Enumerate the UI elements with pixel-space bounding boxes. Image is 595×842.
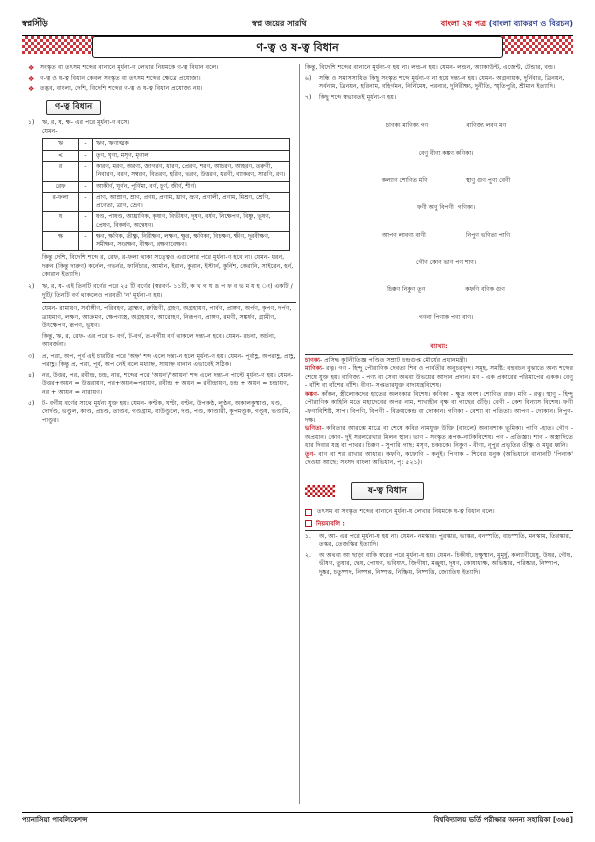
header-brand: স্বপ্নসিঁড়ি [22,19,48,28]
table-row: র - কারণ, মরণ, অরণ্য, জাগরণ, ধারণ, প্রেরণ, শরণ, আচরণ, আহরণ, তরুণী, নিবারণ, বরণ, সম্বরণ, বিতরণ, হরিণ, ভরণ, উত্তরণ, ধরণী, ব্যাকরণ, সারণি, রণ। [43,161,290,181]
rule-text: ঋ, র, ষ, ক্ষ- এর পরে মূর্ধন্য-ণ বসে। [42,119,130,127]
diamond-bullet-icon: ❖ [28,64,35,72]
poem-line: বেণু বীণা কঙ্কণ কণিকা। [418,149,474,157]
divider [305,530,573,531]
rule-number: ২. [305,551,311,559]
header-subject-topic: (বাংলা ব্যাকরণ ও বিরচন) [488,19,573,28]
table-value: প্রাণ, আম্রাণ, ম্রাণ, প্রণয়, প্রণাম, ঘ্রাণ, ভ্রূণ, প্রণালী, প্রণাম, মিশ্রণ, শ্রেণি, প্রণেতা, ত্রাণ, ভ্রেণ। [93,192,290,212]
intro-item [28,64,296,73]
header-subject-paper: বাংলা ২য় পত্র [440,19,486,28]
rule-3 [28,353,296,370]
table-row: < - তৃণ, ঘৃণা, মসৃণ, মৃণাল [43,150,290,161]
table-value: ষণ্ড, পাষণ্ড, আঘ্রাণিক, কৃষাণ, বিভীষণ, দূষণ, বর্ষণ, নিক্ষেপণ, বিষ্ণু, ভূষণ, প্রেষণ, বিকর্ষণ, অন্বেষণ। [93,212,290,232]
rule-note: কিন্তু, ঋ, র, রেফ- এর পরে চ- বর্গ, ট-বর্গ, ত-বর্গীয় বর্ণ থাকলে দন্ত্য-ন হবে। যেমন- রচনা, অর্চনা, আবর্জনা। [42,332,276,349]
table-key: ষ [43,212,79,232]
rule-2 [28,283,296,300]
page-footer [22,812,573,828]
left-column [28,64,296,427]
shattva-rule-2 [305,552,573,578]
table-row: রেফ - আকীর্ণ, ঘূর্ণন, পূর্ণিমা, বর্ণ, চূর্ণ, জীর্ণ, শীর্ণ। [43,181,290,192]
rule-number: ২) [28,283,35,291]
page-header [22,14,573,36]
table-key: ঋ [43,139,79,150]
foreign-word-note: কিন্তু, বিদেশি শব্দের বানানে মূর্ধন্য-ণ হয় না। লন্ড-ন হয়। যেমন- লন্ডন, অ্যাকাউন্ট, এজেন্ট, টেন্ডার, বন্ড। [305,64,556,71]
diamond-bullet-icon: ❖ [28,85,35,94]
table-row: র-ফলা - প্রাণ, আম্রাণ, ম্রাণ, প্রণয়, প্রণাম, ঘ্রাণ, ভ্রূণ, প্রণালী, প্রণাম, মিশ্রণ, শ্রেণি, প্রণেতা, ত্রাণ, ভ্রেণ। [43,192,290,212]
right-column [305,64,573,580]
decorative-pattern [305,485,335,497]
page-title: ণ-ত্ব ও ষ-ত্ব বিধান [92,36,503,58]
table-key: < [43,150,79,161]
table-row: ষ - ষণ্ড, পাষণ্ড, আঘ্রাণিক, কৃষাণ, বিভীষণ, দূষণ, বর্ষণ, নিক্ষেপণ, বিষ্ণু, ভূষণ, প্রেষণ, বিকর্ষণ, অন্বেষণ। [43,212,290,232]
explanation-text: - বাণ বা শর রাখার আধার। কফণি, কফোণি - কনুই। পিণাক - শিবের ধনুক (অভিধানে বানানটি 'পিনাক' দেওয়া আছে: সংসদ বাংলা অভিধান, পৃ: ৫২১)। [305,450,573,467]
rule-text: অ অথবা আ ছাড়া বাকি স্বরের পরে মূর্ধন্য-ষ হয়। যেমন- চিকীর্ষা, চক্ষুষ্মান, মুমূর্ষু, কল্যাণীয়েষু, উষর, গৌষ, ভীষণ, তুষার, দ্বেষ, পোষণ, ভবিষ্যৎ, জিগীষা, মঞ্জুষা, দূষণ, কোষাধ্যক্ষ, অভিষ্কার, পরিষ্কার, নিষ্পাপ, দুষ্কর, চতুষ্পদ, নিষ্পন্ন, নিষ্পত্ত, নিষ্ক্রিয়, নিষ্পত্তি, জ্যোতিষ ইত্যাদি। [319,551,573,576]
table-key: রেফ [43,181,79,192]
poem-block [319,104,573,340]
explanation-keyword: মাণিক্য [305,365,322,373]
rule-text: ঋ, র, ষ- এই তিনটি বর্ণের পরে ২৫ টি বর্ণের (স্বরবর্ণ- ১১টি, ক খ গ ঘ ঙ প ফ ব ভ ম য হ ং) একটি /দুটি/ তিনটি বর্ণ থাকলেও পরবর্তী 'ন' মূর্ধন্য-ণ হয়। [42,283,293,299]
explanation-text: - রত্ন। গণ - হিন্দু পৌরাণিক দেবতা শিব ও পার্বতীর অনুচরবৃন্দ। সমূহ, সমষ্টি: বহুবচন বুঝাতে অন্য শব্দের শেষে যুক্ত হয়। বাণিজ্য - পণ্য বা সেবা অথবা উভয়ের আদান প্রদান। মণ - এক প্রকারের পরিমাপের একক। বেণু - বাঁশি বা বাঁশের বাঁশি। বীণা- সপ্ততারযুক্ত বাদ্যযন্ত্রবিশেষ। [305,365,573,390]
rule-number: ৫) [28,399,35,407]
shattva-rule-1 [305,533,573,550]
section-title-nattva: ণ-ত্ব বিধান [46,100,101,116]
definition-text: তৎসম বা সংস্কৃত শব্দের বানানে মূর্ধন্য-ষ লেখার নিয়মকে ষ-ত্ব বিধান বলে। [317,508,495,516]
poem-line: চিক্কণ নিকুণ তূণ কফণি বণিক গুণ [387,286,505,294]
divider [305,354,573,355]
rule-text: প্র, পরা, অপ, পূর্ব এই চারটির পরে 'অহ্ন' শব্দ এলে দন্ত্য-ন হলে মূর্ধন্য-ণ হয়। যেমন- পূর্বাহ্ণ, অপরাহ্ণ, প্রাহ্ণ, পরাহ্ণ। কিন্তু প্র, পরা, পূর্ব, অপ নেই বলে মধ্যাহ্ন, সায়াহ্ন বানান এভাবেই সঠিক। [42,352,296,369]
section-title-shattva: ষ-ত্ব বিধান [351,482,424,500]
decorative-pattern-right [493,36,573,54]
poem-line: গৌণ কোণ ভাণ পণ শাণ। [416,259,476,267]
rule-text: সন্ধি ও সমাসসাধিত কিছু সংস্কৃত শব্দে মূর্ধন্য-ণ না হয়ে দন্ত্য-ন হয়। যেমন- অগ্রনায়ক, দুর্নিবার, ত্রিনয়ন, সর্বনাম, ত্রিনয়ন, হরিনাম, বহির্গমন, নির্নিমেষ, পরনার, দুর্নিরীক্ষ্য, দুর্নীতি, স্মৃতিপুরি, শ্রীমান ইত্যাদি। [319,74,565,91]
rule-7 [305,94,573,103]
table-row: ঋ - ঋণ, ঋণাত্মক [43,139,290,150]
square-bullet-icon [305,520,312,527]
table-value: ক্ষণ, ক্ষণিক, তীক্ষ্ণ, নিরীক্ষণ, লক্ষণ, ক্ষুণ্ণ, ক্ষণিকা, বিচক্ষণ, ক্ষীণ, দূরবীক্ষণ, সমীক্ষণ, সংরক্ষণ, বীক্ষণ, রক্ষণাবেক্ষণ। [93,231,290,251]
table-value: ঋণ, ঋণাত্মক [93,139,290,150]
explanation-keyword: চাণক্য [305,356,320,364]
rules-heading-text: নিয়মাবলি : [316,520,345,528]
explanation-text: - কাঁকন, স্ত্রীলোকদের হাতের অলংকার বিশেষ। কণিকা - ক্ষুদ্র অংশ। শোণিত রক্ত। মণি - রত্ন। স্থাণু - হিন্দু পৌরাণিক কাহিনি মতে মহাদেবের অপর নাম, শাখাহীন বৃক্ষ বা গাছের গুঁড়ি। বেণী - কেশ বিন্যাস বিশেষ। ফণী -ফণাবিশিষ্ট, সাপ। বিপণি, বিপণী - বিক্রয়কেন্দ্র বা দোকান। গণিকা - বেশ্যা বা পতিতা। আপণ - দোকান। নিপুণ- দক্ষ। [305,390,573,424]
poem-line: ফণী অণু বিপণী গণিকা। [416,204,476,212]
explanation-text: - কবিতার আরম্ভে মাত্রে বা শেষে কবির নামযুক্ত উক্তি (বাংলে) অনাবশ্যক ভূমিকা। পাণি -হাত। গৌণ - অপ্রধান। কোণ- দুই সরলরেখার মিলন স্থান। ভাণ - সংস্কৃত রূপক-নাটকবিশেষ। পণ - প্রতিজ্ঞা। শাণ - অস্ত্রাদিতে ধার দিবার যন্ত্র বা পাথর। চিক্কণ - সুপারি গাছ: মসৃণ, চকচকে। নিকুণ - বীণা, নূপুর প্রভৃতির তীক্ষ্ণ ও মধুর ধ্বনি। [305,425,573,450]
explanation-text: - প্রসিদ্ধ কূটনীতিজ্ঞ পণ্ডিত সম্রাট চন্দ্রগুপ্ত মৌর্যের প্রধানমন্ত্রী। [320,356,468,364]
table-row: ক্ষ - ক্ষণ, ক্ষণিক, তীক্ষ্ণ, নিরীক্ষণ, লক্ষণ, ক্ষুণ্ণ, ক্ষণিকা, বিচক্ষণ, ক্ষীণ, দূরবীক্ষণ, সমীক্ষণ, সংরক্ষণ, বীক্ষণ, রক্ষণাবেক্ষণ। [43,231,290,251]
poem-line: গণনা পিণাক পণ্য বাণ। [418,313,474,321]
intro-text: সংস্কৃত বা তৎসম শব্দের বানানে মূর্ধন্য-ণ লেখার নিয়মকে ণ-ত্ব বিধান বলে। [40,64,219,71]
rule-4 [28,372,296,398]
intro-text: তদ্ভব, বাংলা, দেশি, বিদেশি শব্দের ণ-ত্ব ও ষ-ত্ব বিধান প্রযোজ্য নয়। [40,85,203,93]
intro-item [28,85,296,94]
divider [42,302,296,303]
rule-number: ৭) [305,93,312,101]
intro-text: ণ-ত্ব ও ষ-ত্ব বিধান কেবল সংস্কৃত বা তৎসম শব্দের ক্ষেত্রে প্রযোজ্য। [40,74,201,82]
table-key: র-ফলা [43,192,79,212]
shattva-definition [305,508,573,517]
square-bullet-icon [305,509,312,516]
rule-number: ৬) [305,74,312,82]
rule-example-label: যেমন- [42,127,58,135]
table-key: ক্ষ [43,231,79,251]
rule-text: নর, উত্তর, পর, রবীন্দ্র, চন্দ্র, নার, শব্দের পরে 'অয়ন'/'আয়ন' শব্দ এলে দন্ত্য-ন পাল্টে মূর্ধন্য-ণ হয়। যেমন- উত্তর+অয়ন = উত্তরায়ণ, পর+অয়ন=পরায়ণ, রবীন্দ্র + অয়ন = রবীন্দ্রায়ণ, চন্দ্র + অয়ন = চন্দ্রায়ণ, নর + আয়ন = নারায়ণ। [42,371,294,397]
header-subject [441,18,573,29]
rule-5 [28,400,296,426]
poem-line: আপণ লাবণ্য বাণী নিপুণ ভণিতা পাণি [382,231,510,239]
rule-number: ৩) [28,352,35,360]
column-divider [299,64,300,804]
explanation-block [305,357,573,468]
explanation-keyword: তূণ [305,450,314,458]
explanation-keyword: কঙ্কণ [305,390,317,398]
rule-example: যেমন- রামায়ণ, সর্বাঙ্গীণ, পরিবহণ, ব্রাহ্মণ, রুক্মিণী, গ্রহণ, অগ্রহায়ণ, পার্বণ, প্রাঙ্গণ, অর্পণ, কৃপণ, দর্পণ, ত্রায়মাণ, লক্ষণ, আক্রমণ, ক্ষেপণাস্ত্র, অগ্রহায়ণ, আরোহণ, নিরূপণ, প্রাঙ্গণ, রমণী, সঙ্কর্ষণ, গ্রামীণ, উৎক্ষেপণ, রূপণ, ভূষণ। [42,305,292,330]
diamond-bullet-icon: ❖ [28,74,35,83]
poem-line: চাণক্য মাণিক্য গণ বাণিজ্য লবণ মণ [385,122,507,130]
explanation-keyword: ভণিতা [305,425,322,433]
table-value: কারণ, মরণ, অরণ্য, জাগরণ, ধারণ, প্রেরণ, শরণ, আচরণ, আহরণ, তরুণী, নিবারণ, বরণ, সম্বরণ, বিতরণ, হরিণ, ভরণ, উত্তরণ, ধরণী, ব্যাকরণ, সারণি, রণ। [93,161,290,181]
rules-heading [305,520,573,529]
table-value: তৃণ, ঘৃণা, মসৃণ, মৃণাল [93,150,290,161]
explanation-heading: ব্যাখ্যা: [430,343,448,351]
rule-number: ১) [28,119,35,127]
decorative-pattern-left [22,36,102,54]
table-value: আকীর্ণ, ঘূর্ণন, পূর্ণিমা, বর্ণ, চূর্ণ, জীর্ণ, শীর্ণ। [93,181,290,192]
rule-number: ৪) [28,371,35,379]
book-title-page: বিশ্ববিদ্যালয় ভর্তি পরীক্ষার অনন্য সহায়িকা [৩৬৪] [433,816,573,824]
poem-line: কল্যাণ শোণিত মণি স্থাণু গুণ পুণ্য বেণী [381,177,511,184]
nattva-table [42,138,290,251]
exception-note: কিন্তু দেশি, বিদেশি শব্দে র, রেফ, র-ফলা থাকা সত্ত্বেও এগুলোর পরে মূর্ধন্য-ণ হবে না। যেমন- ধরন, দরুন (কিন্তু দারুণ) কর্নেল, গভর্নর, ফার্নিচার, আর্মান, ইরান, কুরান, ইস্টার্ন, কুর্নিশ, কেরানি, সাইরেন, হর্ন, কোরান ইত্যাদি। [42,254,294,279]
rule-6 [305,75,573,92]
rule-1 [28,119,296,136]
table-key: র [43,161,79,181]
header-tagline: স্বপ্ন জয়ের সারথি [252,19,307,28]
rule-number: ১. [305,532,311,540]
rule-text: ট- বর্গীয় বর্ণের সাথে মূর্ধন্য যুক্ত হয়। যেমন- কণ্টক, ঘণ্টা, বণ্টন, উপকণ্ঠ, লুণ্ঠন, অকালকুষ্মাণ্ড, খণ্ড, দোর্দণ্ড, ভণ্ডুল, কাণ্ড, প্রচণ্ড, তাণ্ডব, গণ্ডগ্রাম, বাউণ্ডুলে, দণ্ড, পণ্ড, কাণ্ডারী, কূপমণ্ডূক, গণ্ডূষ, ভণ্ডামি, পাণ্ডুর। [42,399,291,424]
rule-text: কিছু শব্দে স্বভাবতই মূর্ধন্য-ণ হয়। [319,93,397,101]
intro-item [28,75,296,84]
rule-text: অ, আ- এর পরে মূর্ধন্য-ষ হয় না। যেমন- নমস্কার। পুরস্কার, ভাস্কর, বনস্পতি, বাচস্পতি, মনস্কাম, তিরস্কার, তস্কর, তেজস্কির ইত্যাদি। [319,532,571,549]
publisher-name: প্যানাসিয়া পাবলিকেশন্স [22,816,88,824]
